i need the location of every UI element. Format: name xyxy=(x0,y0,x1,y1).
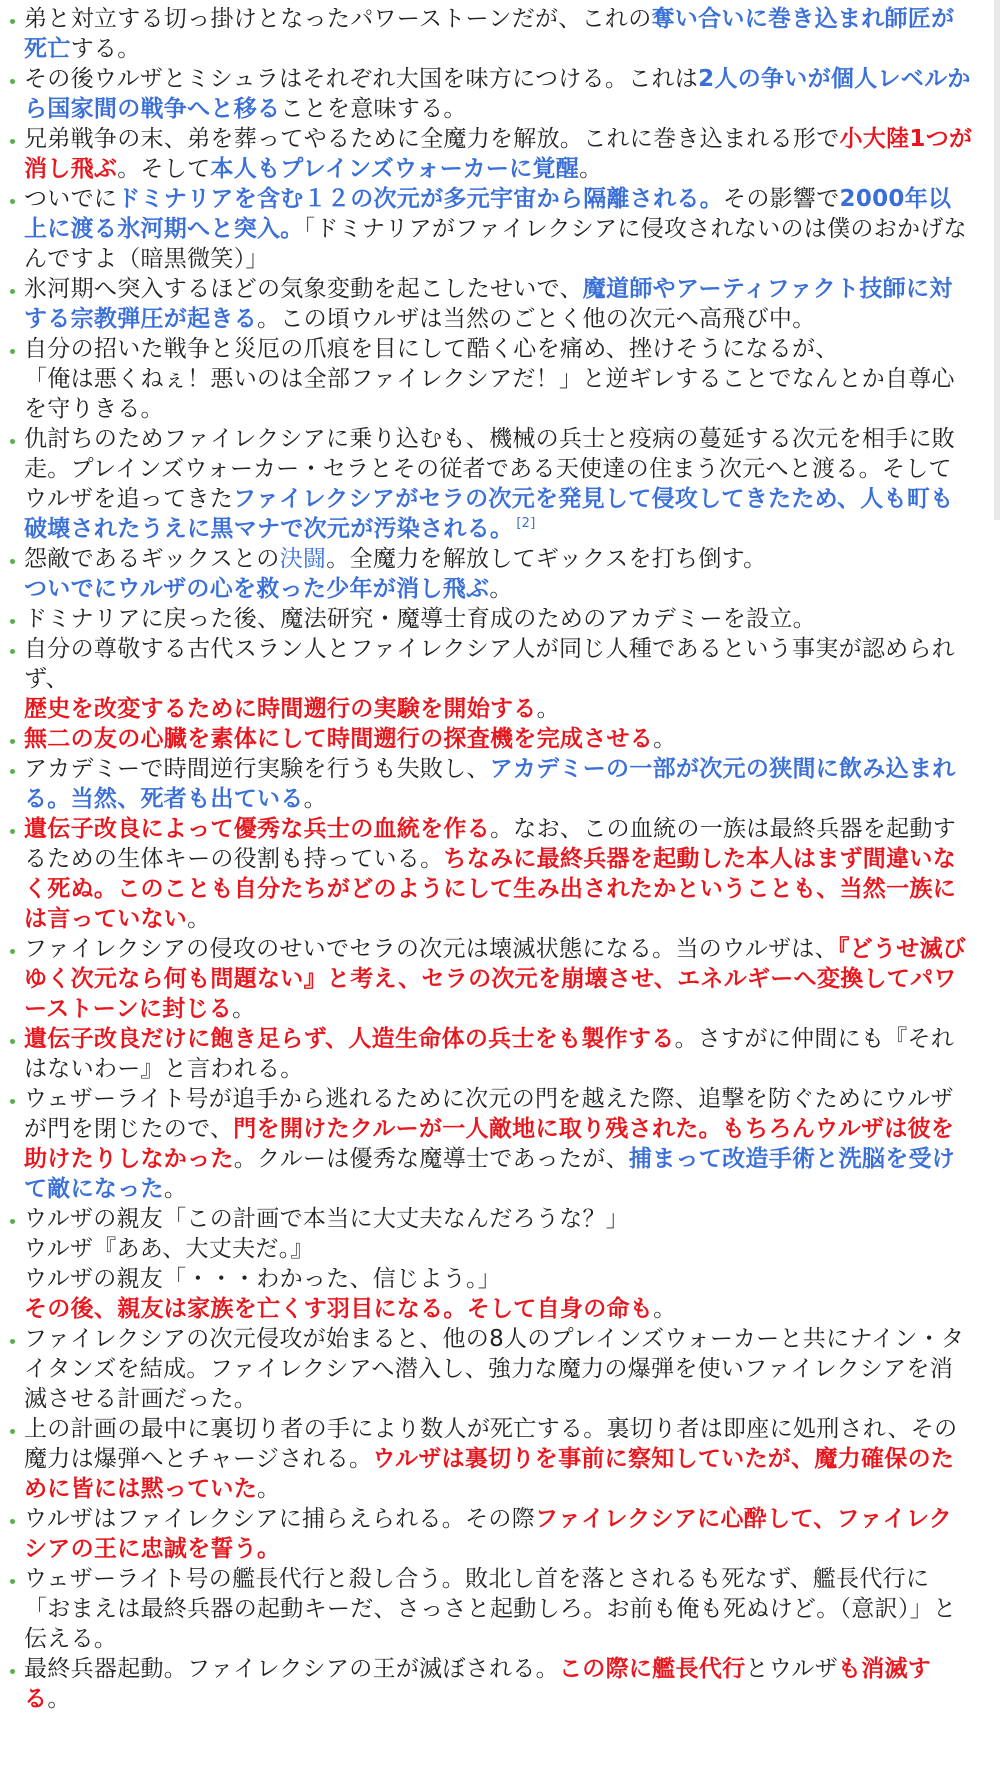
text-segment: 。 xyxy=(536,696,560,722)
text-segment: ウルザはファイレクシアに捕らえられる。その際 xyxy=(24,1506,535,1532)
text-segment: 。 xyxy=(163,1176,188,1202)
text-segment: 。 xyxy=(303,786,327,812)
text-segment: 。この頃ウルザは当然のごとく他の次元へ高飛び中。 xyxy=(257,306,816,332)
list-item xyxy=(8,4,973,64)
list-item xyxy=(8,1084,973,1204)
highlight-blue-text: 奪い合いに巻き込まれ師匠が死亡 xyxy=(24,6,955,62)
text-segment: ウェザーライト号が追手から逃れるために次元の門を越えた際、追撃を防ぐためにウルザが門を閉じたので、 xyxy=(24,1086,954,1142)
text-segment: ファイレクシアの侵攻のせいでセラの次元は壊滅状態になる。当のウルザは、 xyxy=(24,936,838,962)
text-segment: 。 xyxy=(257,1476,281,1502)
text-segment: 氷河期へ突入するほどの気象変動を起こしたせいで、 xyxy=(24,276,583,302)
footnote-link[interactable]: [2] xyxy=(516,516,536,532)
list-item xyxy=(8,1564,973,1654)
text-segment: 兄弟戦争の末、弟を葬ってやるために全魔力を解放。これに巻き込まれる形で xyxy=(24,126,840,152)
list-item xyxy=(8,1324,973,1414)
text-segment: 。 xyxy=(653,1296,677,1322)
list-item xyxy=(8,604,973,634)
text-segment: 自分の招いた戦争と災厄の爪痕を目にして酷く心を痛め、挫けそうになるが、 「俺は悪くねぇ！悪いのは全部ファイレクシアだ！」と逆ギレすることでなんとか自尊心を守りきる。 xyxy=(24,336,955,422)
list-item xyxy=(8,754,973,814)
highlight-red-text: 門を開けたクルーが一人敵地に取り残された。もちろんウルザは彼を助けたりしなかった xyxy=(24,1116,955,1172)
text-segment: 。 xyxy=(579,156,603,182)
list-item xyxy=(8,544,973,604)
text-segment: 上の計画の最中に裏切り者の手により数人が死亡する。裏切り者は即座に処刑され、その魔力は爆弾へとチャージされる。 xyxy=(24,1416,958,1472)
highlight-red-text: ファイレクシアに心酔して、ファイレクシアの王に忠誠を誓う。 xyxy=(24,1506,953,1562)
highlight-blue-text: 2000年以上に渡る氷河期へと突入。 xyxy=(24,186,952,242)
list-item xyxy=(8,334,973,424)
text-segment: 。 xyxy=(232,996,256,1022)
text-segment: 弟と対立する切っ掛けとなったパワーストーンだが、これの xyxy=(24,6,652,32)
list-item xyxy=(8,814,973,934)
link-text[interactable]: 決闘 xyxy=(279,546,327,572)
list-item xyxy=(8,1654,973,1714)
list-item xyxy=(8,724,973,754)
text-segment: 最終兵器起動。ファイレクシアの王が滅ぼされる。 xyxy=(24,1656,559,1682)
highlight-blue-text: アカデミーの一部が次元の狭間に飲み込まれる。当然、死者も出ている xyxy=(24,756,956,812)
text-segment: ウルザの親友「この計画で本当に大丈夫なんだろうな？」 ウルザ『ああ、大丈夫だ。』 ウルザの親友「・・・わかった、信じよう。」 xyxy=(24,1206,630,1292)
text-segment: その後ウルザとミシュラはそれぞれ大国を味方につける。これは xyxy=(24,66,699,92)
text-segment: ファイレクシアの次元侵攻が始まると、他の8人のプレインズウォーカーと共にナイン・タイタンズを結成。ファイレクシアへ潜入し、強力な魔力の爆弾を使いファイレクシアを消滅させる計画だった。 xyxy=(24,1326,965,1412)
highlight-red-text: この際に艦長代行 xyxy=(558,1656,746,1682)
highlight-red-text: ちなみに最終兵器を起動した本人はまず間違いなく死ぬ。このことも自分たちがどのようにして生み出されたかということも、当然一族には言っていない xyxy=(24,846,957,932)
highlight-blue-text: 捕まって改造手術と洗脳を受けて敵になった xyxy=(24,1146,956,1202)
list-item xyxy=(8,64,973,124)
list-item xyxy=(8,1414,973,1504)
text-segment: 怨敵であるギックスとの xyxy=(24,546,280,572)
text-segment: アカデミーで時間逆行実験を行うも失敗し、 xyxy=(24,756,490,782)
text-segment: 。 xyxy=(47,1686,71,1712)
text-segment: 。全魔力を解放してギックスを打ち倒す。 xyxy=(326,546,767,572)
text-segment: 。 xyxy=(653,726,677,752)
highlight-blue-text: ついでにウルザの心を救った少年が消し飛ぶ xyxy=(24,576,490,602)
list-item xyxy=(8,1024,973,1084)
list-item xyxy=(8,634,973,724)
text-segment: 。 xyxy=(187,906,211,932)
highlight-blue-text: ドミナリアを含む１２の次元が多元宇宙から隔離される。 xyxy=(117,186,724,212)
highlight-blue-text: 魔道師やアーティファクト技師に対する宗教弾圧が起きる xyxy=(24,276,953,332)
list-item xyxy=(8,1204,973,1324)
scrollbar[interactable] xyxy=(994,0,1000,520)
text-segment: ドミナリアに戻った後、魔法研究・魔導士育成のためのアカデミーを設立。 xyxy=(24,606,816,632)
text-segment: 。そして xyxy=(117,156,211,182)
list-item xyxy=(8,184,973,274)
text-segment: 仇討ちのためファイレクシアに乗り込むも、機械の兵士と疫病の蔓延する次元を相手に敗走。プレインズウォーカー・セラとその従者である天使達の住まう次元へと渡る。そしてウルザを追ってきた xyxy=(24,426,956,512)
text-segment: 「ドミナリアがファイレクシアに侵攻されないのは僕のおかげなんですよ（暗黒微笑）」 xyxy=(24,216,967,272)
highlight-red-text: 小大陸1つが消し飛ぶ xyxy=(24,126,973,182)
text-segment: 自分の尊敬する古代スラン人とファイレクシア人が同じ人種であるという事実が認められず、 xyxy=(24,636,956,692)
highlight-red-text: 歴史を改変するために時間遡行の実験を開始する xyxy=(24,696,537,722)
text-segment: 。なお、この血統の一族は最終兵器を起動するための生体キーの役割も持っている。 xyxy=(24,816,956,872)
text-segment: ついでに xyxy=(24,186,118,212)
text-segment: する。 xyxy=(70,36,141,62)
highlight-red-text: 無二の友の心臓を素体にして時間遡行の探査機を完成させる xyxy=(24,726,654,752)
highlight-red-text: 『どうせ滅びゆく次元なら何も問題ない』と考え、セラの次元を崩壊させ、エネルギーへ変換してパワーストーンに封じる xyxy=(24,936,967,1022)
text-segment: 。 xyxy=(489,576,513,602)
text-segment: 。さすがに仲間にも『それはないわー』と言われる。 xyxy=(24,1026,955,1082)
highlight-blue-text: 本人もプレインズウォーカーに覚醒 xyxy=(210,156,580,182)
text-segment: ウェザーライト号の艦長代行と殺し合う。敗北し首を落とされるも死なず、艦長代行に「おまえは最終兵器の起動キーだ、さっさと起動しろ。お前も俺も死ぬけど。（意訳）」と伝える。 xyxy=(24,1566,957,1652)
highlight-red-text: も消滅する xyxy=(24,1656,932,1712)
highlight-red-text: ウルザは裏切りを事前に察知していたが、魔力確保のために皆には黙っていた xyxy=(24,1446,955,1502)
list-item xyxy=(8,124,973,184)
highlight-blue-text: ファイレクシアがセラの次元を発見して侵攻してきたため、人も町も破壊されたうえに黒マナで次元が汚染される。 xyxy=(24,486,954,542)
text-segment: とウルザ xyxy=(745,1656,838,1682)
text-segment: その影響で xyxy=(723,186,840,212)
list-item xyxy=(8,1504,973,1564)
highlight-red-text: 遺伝子改良だけに飽き足らず、人造生命体の兵士をも製作する xyxy=(24,1026,675,1052)
text-segment: 。クルーは優秀な魔導士であったが、 xyxy=(233,1146,629,1172)
list-item xyxy=(8,934,973,1024)
highlight-red-text: 遺伝子改良によって優秀な兵士の血統を作る xyxy=(24,816,490,842)
list-item xyxy=(8,424,973,544)
text-segment: ことを意味する。 xyxy=(280,96,467,122)
highlight-blue-text: 2人の争いが個人レベルから国家間の戦争へと移る xyxy=(24,66,971,122)
highlight-red-text: その後、親友は家族を亡くす羽目になる。そして自身の命も xyxy=(24,1296,654,1322)
list-item xyxy=(8,274,973,334)
